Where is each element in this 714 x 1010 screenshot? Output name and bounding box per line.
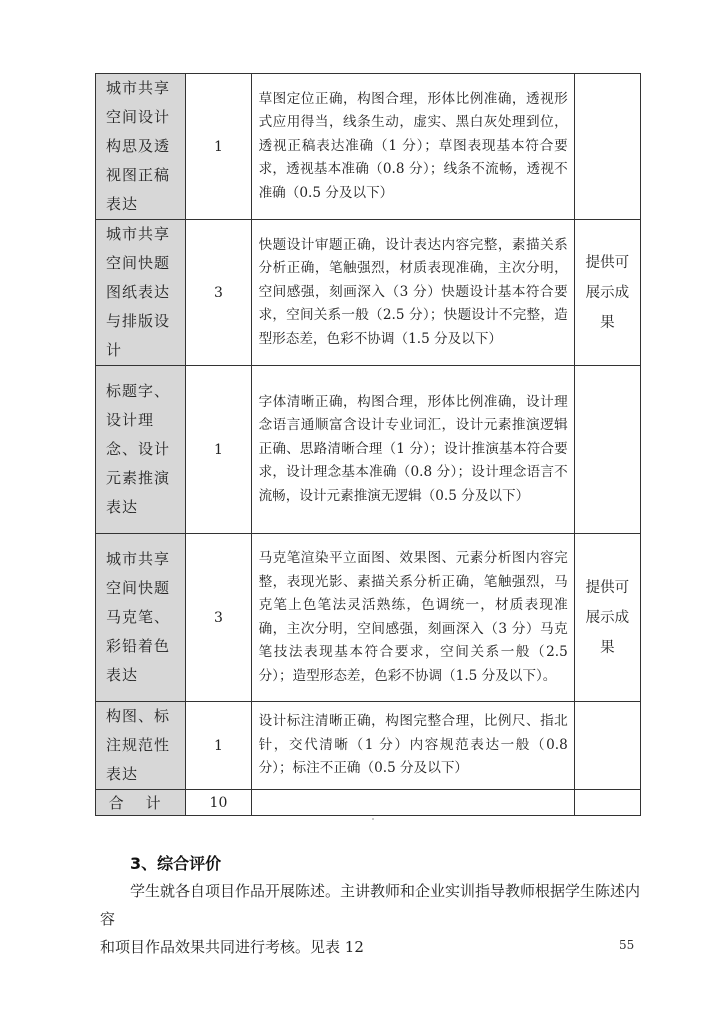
score-cell: 3 — [186, 220, 251, 366]
criteria-cell: 草图定位正确，构图合理，形体比例准确，透视形式应用得当，线条生动，虚实、黑白灰处理到位，透视正稿表达准确（1 分）；草图表现基本符合要求，透视基本准确（0.8 分）；线条不流畅，透视不准确（0.5 分及以下） — [251, 74, 574, 220]
section-title: 3、综合评价 — [130, 854, 222, 873]
total-empty-cell — [574, 790, 640, 816]
item-cell: 城市共享空间快题图纸表达与排版设计 — [96, 220, 186, 366]
score-cell: 3 — [186, 534, 251, 702]
total-score: 10 — [186, 790, 251, 816]
total-row — [96, 790, 641, 816]
score-cell: 1 — [186, 366, 251, 534]
table-row — [96, 366, 641, 534]
total-label: 合计 — [96, 790, 186, 816]
total-empty-cell — [251, 790, 574, 816]
section-paragraph — [100, 877, 640, 961]
stray-dot — [372, 818, 374, 820]
table-row — [96, 702, 641, 790]
page-number: 55 — [619, 938, 635, 952]
criteria-cell: 字体清晰正确，构图合理，形体比例准确，设计理念语言通顺富含设计专业词汇，设计元素推演逻辑正确、思路清晰合理（1 分）；设计推演基本符合要求，设计理念基本准确（0.8 分）；设计理念语言不流畅，设计元素推演无逻辑（0.5 分及以下） — [251, 366, 574, 534]
table-row — [96, 220, 641, 366]
item-cell: 标题字、设计理念、设计元素推演表达 — [96, 366, 186, 534]
paragraph-line: 学生就各自项目作品开展陈述。主讲教师和企业实训指导教师根据学生陈述内容 — [100, 882, 641, 928]
score-cell: 1 — [186, 702, 251, 790]
criteria-cell: 快题设计审题正确，设计表达内容完整，素描关系分析正确，笔触强烈，材质表现准确，主次分明，空间感强，刻画深入（3 分）快题设计基本符合要求，空间关系一般（2.5 分）；快题设计不完整，造型形态差，色彩不协调（1.5 分及以下） — [251, 220, 574, 366]
note-cell: 提供可展示成果 — [574, 534, 640, 702]
paragraph-line: 和项目作品效果共同进行考核。见表 12 — [100, 938, 364, 956]
criteria-cell: 马克笔渲染平立面图、效果图、元素分析图内容完整，表现光影、素描关系分析正确，笔触强烈，马克笔上色笔法灵活熟练，色调统一，材质表现准确，主次分明，空间感强，刻画深入（3 分）马克笔技法表现基本符合要求，空间关系一般（2.5 分）；造型形态差，色彩不协调（1.5 分及以下）。 — [251, 534, 574, 702]
table-row — [96, 534, 641, 702]
note-cell — [574, 366, 640, 534]
score-cell: 1 — [186, 74, 251, 220]
evaluation-table — [95, 73, 641, 816]
note-cell: 提供可展示成果 — [574, 220, 640, 366]
table-row — [96, 74, 641, 220]
criteria-cell: 设计标注清晰正确，构图完整合理，比例尺、指北针，交代清晰（1 分）内容规范表达一般（0.8 分）；标注不正确（0.5 分及以下） — [251, 702, 574, 790]
item-cell: 城市共享空间快题马克笔、彩铅着色表达 — [96, 534, 186, 702]
item-cell: 构图、标注规范性表达 — [96, 702, 186, 790]
note-cell — [574, 74, 640, 220]
note-cell — [574, 702, 640, 790]
item-cell: 城市共享空间设计构思及透视图正稿表达 — [96, 74, 186, 220]
